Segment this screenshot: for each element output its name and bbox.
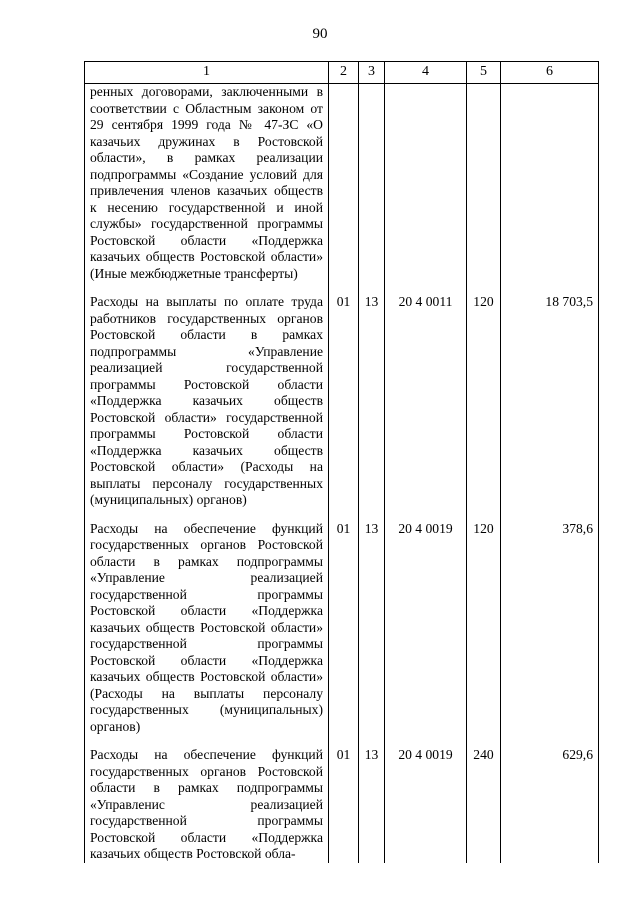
row-target-article: 20 4 0011 bbox=[385, 294, 467, 509]
row-target-article bbox=[385, 84, 467, 283]
header-cell-2: 2 bbox=[329, 62, 359, 84]
table-row bbox=[85, 747, 599, 863]
row-section bbox=[329, 84, 359, 283]
row-expense-type: 240 bbox=[467, 747, 501, 863]
row-section: 01 bbox=[329, 747, 359, 863]
row-section: 01 bbox=[329, 294, 359, 509]
row-target-article: 20 4 0019 bbox=[385, 521, 467, 736]
row-target-article: 20 4 0019 bbox=[385, 747, 467, 863]
row-spacer bbox=[85, 282, 599, 294]
row-description: Расходы на обеспечение функций государственных органов Ростовской области в рамках подпрограммы «Управление реализацией государственной программы Ростовской области «Поддержка казачьих обществ Ростовской области» государственной программы Ростовской области «Поддержка казачьих обществ Ростовской области» (Расходы на выплаты персоналу государственных (муниципальных) органов) bbox=[85, 521, 329, 736]
header-cell-4: 4 bbox=[385, 62, 467, 84]
row-subsection: 13 bbox=[359, 747, 385, 863]
row-description: Расходы на обеспечение функций государственных органов Ростовской области в рамках подпрограммы «Управленис реализацией государственной программы Ростовской области «Поддержка казачьих обществ Ростовской обла- bbox=[85, 747, 329, 863]
row-expense-type bbox=[467, 84, 501, 283]
row-subsection: 13 bbox=[359, 294, 385, 509]
table-row bbox=[85, 84, 599, 283]
row-section: 01 bbox=[329, 521, 359, 736]
header-cell-1: 1 bbox=[85, 62, 329, 84]
header-cell-5: 5 bbox=[467, 62, 501, 84]
table-row bbox=[85, 521, 599, 736]
row-expense-type: 120 bbox=[467, 521, 501, 736]
header-cell-3: 3 bbox=[359, 62, 385, 84]
row-amount bbox=[501, 84, 599, 283]
row-description: ренных договорами, заключенными в соответствии с Областным законом от 29 сентября 1999 года № 47-ЗС «О казачьих дружинах в Ростовской области», в рамках реализации подпрограммы «Создание условий для привлечения членов казачьих обществ к несению государственной и иной службы» государственной программы Ростовской области «Поддержка казачьих обществ Ростовской области» (Иные межбюджетные трансферты) bbox=[85, 84, 329, 283]
row-spacer bbox=[85, 509, 599, 521]
table-row bbox=[85, 294, 599, 509]
header-cell-6: 6 bbox=[501, 62, 599, 84]
row-amount: 629,6 bbox=[501, 747, 599, 863]
row-amount: 18 703,5 bbox=[501, 294, 599, 509]
row-expense-type: 120 bbox=[467, 294, 501, 509]
header-row bbox=[85, 62, 599, 84]
row-amount: 378,6 bbox=[501, 521, 599, 736]
row-subsection bbox=[359, 84, 385, 283]
budget-table bbox=[84, 61, 599, 863]
row-subsection: 13 bbox=[359, 521, 385, 736]
row-description: Расходы на выплаты по оплате труда работников государственных органов Ростовской области в рамках подпрограммы «Управление реализацией государственной программы Ростовской области «Поддержка казачьих обществ Ростовской области» государственной программы Ростовской области «Поддержка казачьих обществ Ростовской области» (Расходы на выплаты персоналу государственных (муниципальных) органов) bbox=[85, 294, 329, 509]
row-spacer bbox=[85, 735, 599, 747]
page-number: 90 bbox=[312, 26, 328, 42]
